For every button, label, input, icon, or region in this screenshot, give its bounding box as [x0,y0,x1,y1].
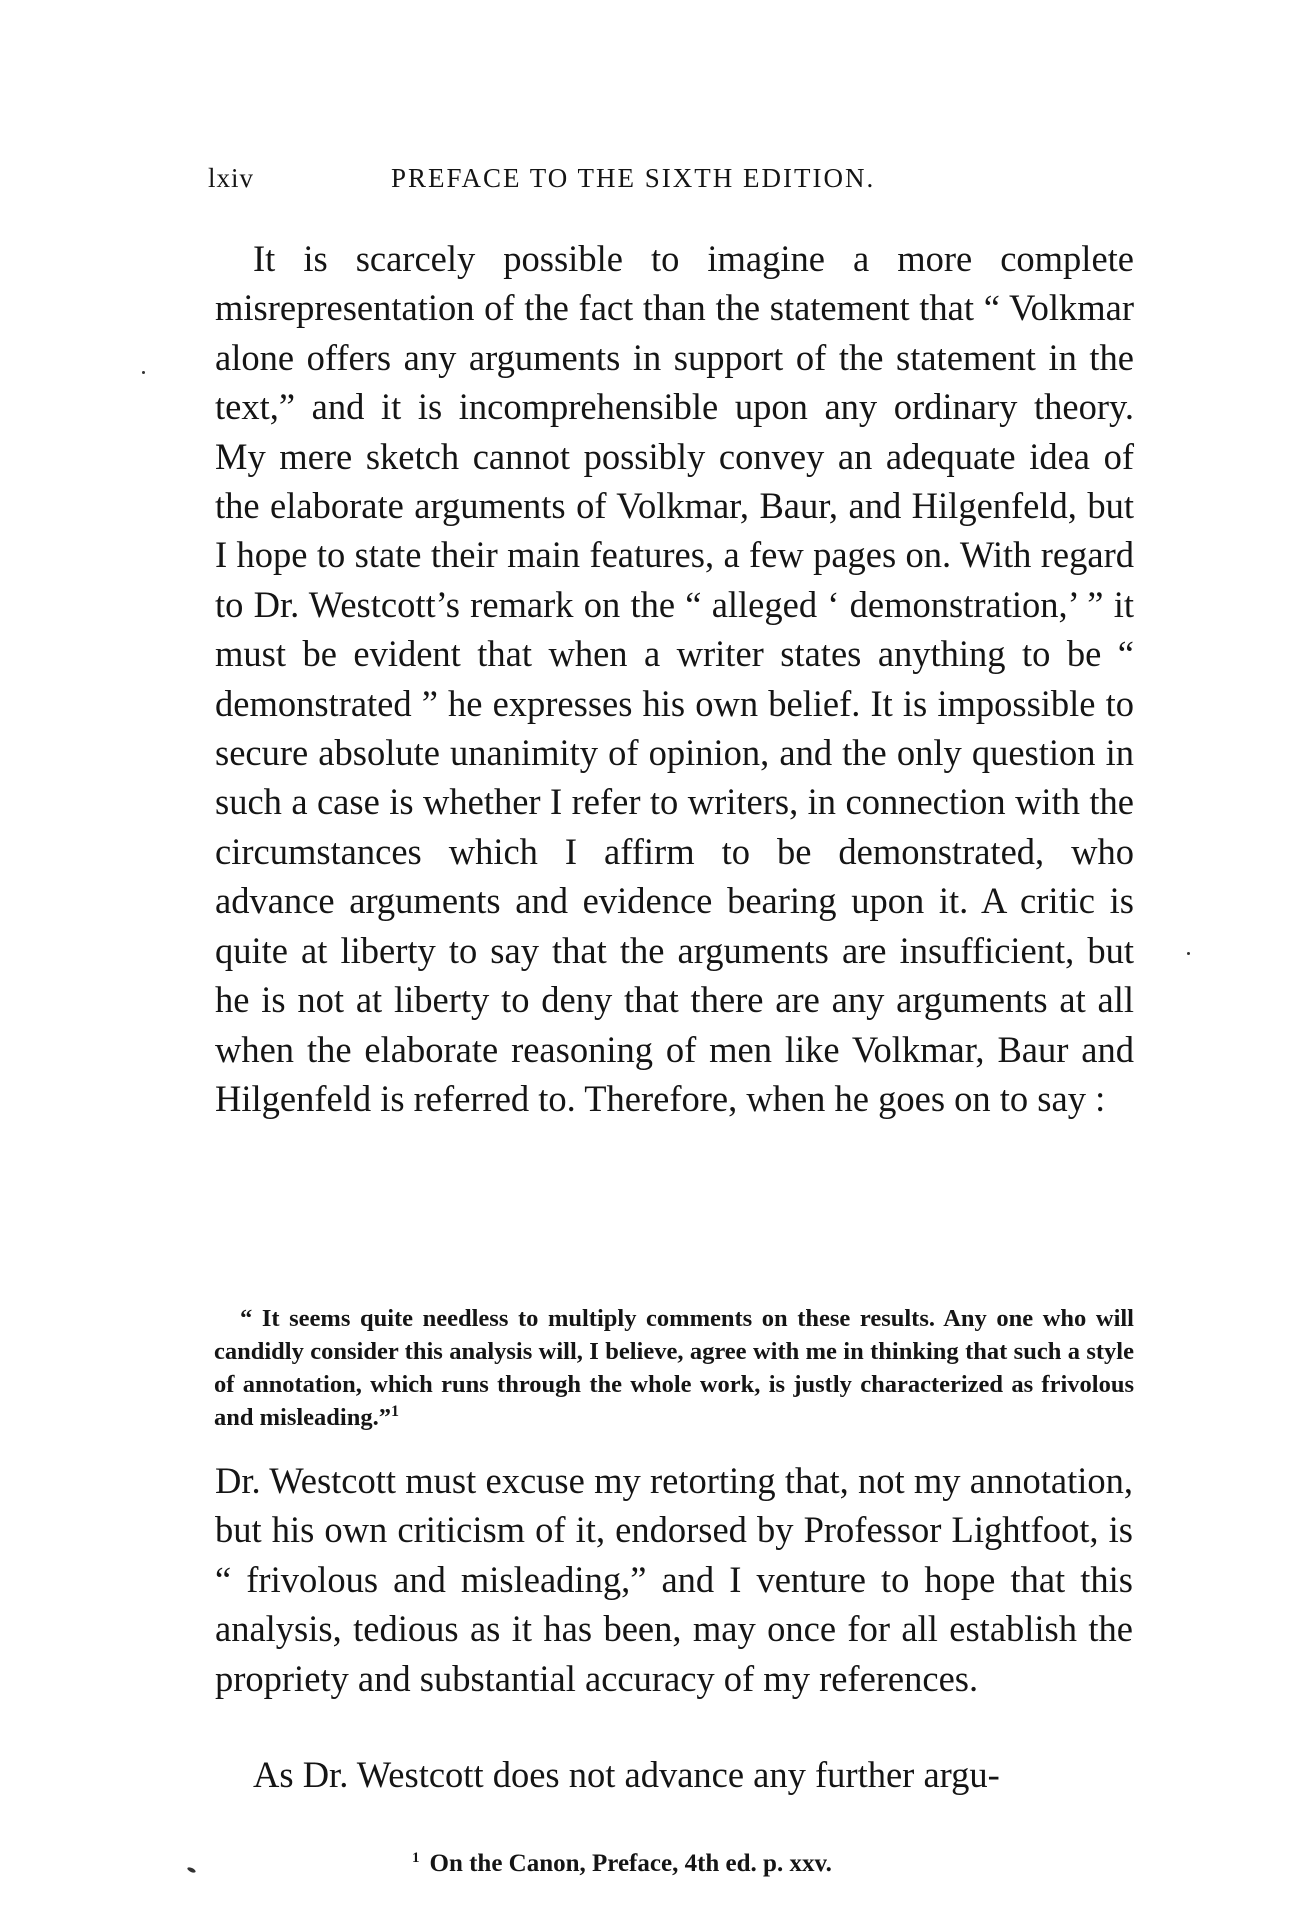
footnote [412,1850,832,1878]
print-speck [142,371,145,374]
print-speck [1187,952,1190,955]
footnote-marker: 1 [412,1849,420,1866]
footnote-reference: 1 [391,1402,399,1420]
running-head [208,163,1008,203]
page-number: lxiv [208,163,255,193]
block-quote [214,1302,1134,1434]
running-head-title: PREFACE TO THE SIXTH EDITION. [391,163,876,193]
block-quote-text: “ It seems quite needless to multiply comments on these results. Any one who will candidly consider this analysis will, I believe, agree with me in thinking that such a style of annotation, which runs through the whole work, is justly characterized as frivolous and misleading.” [214,1305,1134,1431]
paragraph-1: It is scarcely possible to imagine a more complete misrepresentation of the fact than the statement that “ Volkmar alone offers any arguments in support of the statement in the text,” and it is incomprehensible upon any ordinary theory. My mere sketch cannot possibly convey an adequate idea of the elaborate arguments of Volkmar, Baur, and Hilgenfeld, but I hope to state their main features, a few pages on. With regard to Dr. Westcott’s remark on the “ alleged ‘ demonstration,’ ” it must be evident that when a writer states anything to be “ demonstrated ” he expresses his own belief. It is impossible to secure absolute unanimity of opinion, and the only question in such a case is whether I refer to writers, in connection with the circumstances which I affirm to be demonstrated, who advance arguments and evidence bearing upon it. A critic is quite at liberty to say that the arguments are insufficient, but he is not at liberty to deny that there are any arguments at all when the elaborate reasoning of men like Volkmar, Baur and Hilgenfeld is referred to. Therefore, when he goes on to say : [215,238,1134,1119]
paragraph-3: As Dr. Westcott does not advance any further argu- [253,1754,1000,1795]
print-speck [187,1866,197,1873]
footnote-text: On the Canon, Preface, 4th ed. p. xxv. [429,1850,832,1877]
paragraph-2: Dr. Westcott must excuse my retorting that, not my annotation, but his own criticism of it, endorsed by Professor Lightfoot, is “ frivolous and misleading,” and I venture to hope that this analysis, tedious as it has been, may once for all establish the propriety and substantial accuracy of my references. [215,1460,1133,1699]
